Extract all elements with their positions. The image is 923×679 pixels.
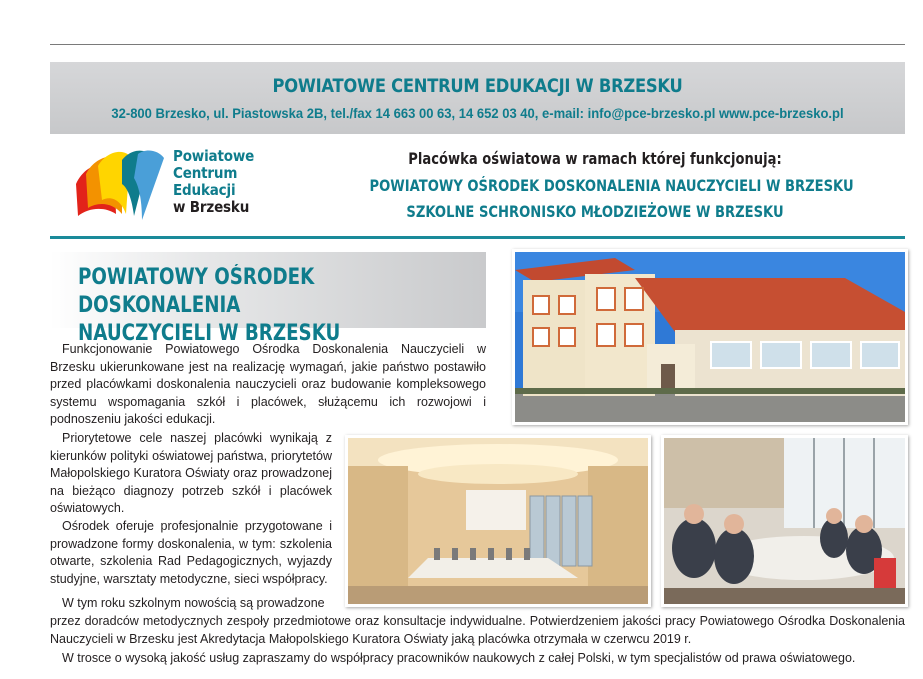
- article-paragraph-2-text: Priorytetowe cele naszej placówki wynikają z kierunków polityki oświatowej państwa, priorytetów Małopolskiego Kuratora Oświaty oraz prowadzonej na bieżąco diagnozy potrzeb szkół i placówek oświatowych.: [50, 431, 332, 516]
- logo-line-2: Centrum: [173, 164, 238, 182]
- conference-hall-photo: [345, 435, 651, 607]
- institutions-block: [320, 148, 870, 226]
- section-title: [78, 264, 427, 348]
- building-photo: [512, 249, 908, 425]
- institutions-intro: Placówka oświatowa w ramach której funkcjonują:: [408, 149, 782, 168]
- book-pages-icon: [72, 144, 168, 228]
- article-paragraph-2: [50, 430, 332, 518]
- section-heading-band: [50, 252, 486, 346]
- building-illustration: [515, 252, 905, 422]
- article-paragraph-4-lead: [50, 595, 332, 613]
- section-divider: [50, 236, 905, 239]
- article-paragraph-3-text: Ośrodek oferuje profesjonalnie przygotowane i prowadzone formy doskonalenia, w tym: szkolenia otwarte, szkolenia Rad Pedagogicznych, wyjazdy studyjne, warsztaty metodyczne, sieci współpracy.: [50, 519, 332, 586]
- header-band: [50, 62, 905, 134]
- institution-item-2: SZKOLNE SCHRONISKO MŁODZIEŻOWE W BRZESKU: [406, 202, 784, 221]
- article-paragraph-5-text: W trosce o wysoką jakość usług zapraszamy do współpracy pracowników naukowych z całej Polski, w tym specjalistów od prawa oświatowego.: [62, 651, 856, 665]
- article-paragraph-4-text: przez doradców metodycznych zespoły przedmiotowe oraz konsultacje indywidualne. Potwierdzeniem jakości pracy Powiatowego Ośrodka Doskonalenia Nauczycieli w Brzesku jest Akredytacja Małopolskiego Kuratora Oświaty jaką placówka otrzymała w czerwcu 2019 r.: [50, 614, 905, 646]
- section-title-line-2: NAUCZYCIELI W BRZESKU: [78, 321, 341, 346]
- hall-illustration: [348, 438, 648, 604]
- institution-item-1: POWIATOWY OŚRODEK DOSKONALENIA NAUCZYCIELI W BRZESKU: [369, 176, 854, 195]
- top-rule: [50, 44, 905, 45]
- logo-line-1: Powiatowe: [173, 147, 255, 165]
- logo-text: [173, 148, 254, 216]
- article-paragraph-4: [50, 613, 905, 648]
- header-contact[interactable]: 32-800 Brzesko, ul. Piastowska 2B, tel./fax 14 663 00 63, 14 652 03 40, e-mail: info@pce-brzesko.pl www.pce-brzesko.pl: [111, 105, 844, 121]
- article-paragraph-3: [50, 518, 332, 588]
- article-paragraph-1: [50, 341, 486, 429]
- logo-line-3: Edukacji: [173, 181, 236, 199]
- article-paragraph-1-text: Funkcjonowanie Powiatowego Ośrodka Doskonalenia Nauczycieli w Brzesku ukierunkowane jest na realizację wymagań, jakie państwo postawiło przed placówkami doskonalenia nauczycieli oraz budowanie kompleksowego systemu wspomagania szkół i placówek, służącemu ich rozwojowi i podnoszeniu jakości edukacji.: [50, 342, 486, 427]
- article-paragraph-4-lead-text: W tym roku szkolnym nowością są prowadzone: [62, 596, 325, 610]
- header-title: POWIATOWE CENTRUM EDUKACJI W BRZESKU: [272, 75, 683, 97]
- section-title-line-1: POWIATOWY OŚRODEK DOSKONALENIA: [78, 265, 315, 318]
- article-paragraph-5: [50, 650, 905, 668]
- logo: [72, 144, 272, 228]
- workshop-photo: [661, 435, 908, 607]
- logo-line-4: w Brzesku: [173, 198, 250, 216]
- workshop-illustration: [664, 438, 905, 604]
